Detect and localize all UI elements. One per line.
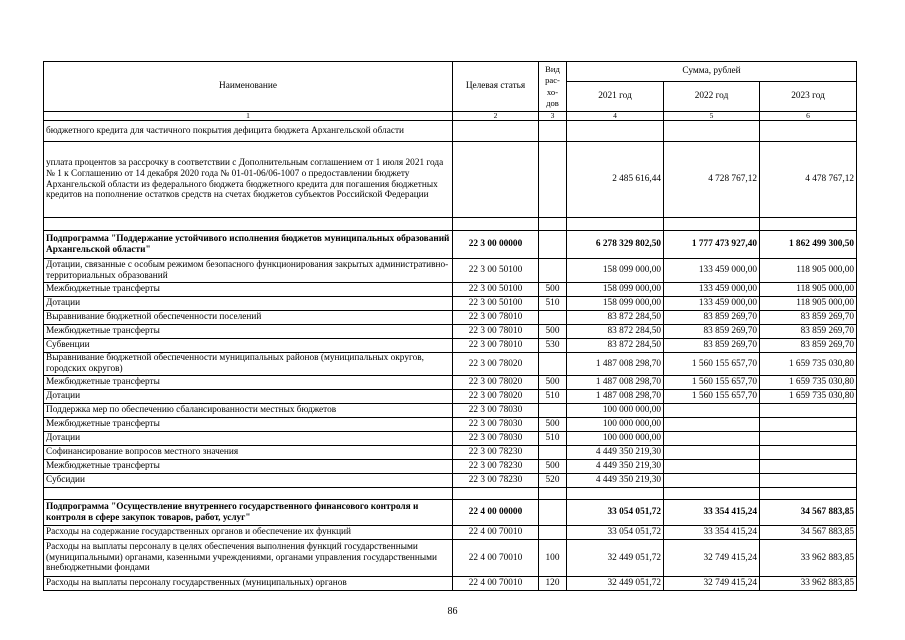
row-code: 22 3 00 78020 [453, 376, 539, 390]
row-value-2021: 158 099 000,00 [567, 297, 664, 311]
row-value-2023: 33 962 883,85 [760, 540, 857, 577]
row-value-2023: 4 478 767,12 [760, 142, 857, 218]
row-value-2021: 1 487 008 298,70 [567, 376, 664, 390]
row-name: Подпрограмма "Поддержание устойчивого исполнения бюджетов муниципальных образований Архангельской области" [44, 231, 453, 259]
row-value-2021: 2 485 616,44 [567, 142, 664, 218]
row-name: Расходы на выплаты персоналу в целях обеспечения выполнения функций государственными (муниципальными) органами, казенными учреждениями, органами управления государственными внебюджетными фондами [44, 540, 453, 577]
row-value-2021: 83 872 284,50 [567, 339, 664, 353]
row-value-2021: 158 099 000,00 [567, 283, 664, 297]
row-type: 520 [539, 474, 567, 488]
row-code: 22 3 00 50100 [453, 297, 539, 311]
row-value-2023: 83 859 269,70 [760, 339, 857, 353]
row-type: 500 [539, 418, 567, 432]
row-code: 22 4 00 70010 [453, 577, 539, 591]
table-row [44, 325, 857, 339]
row-value-2021: 1 487 008 298,70 [567, 390, 664, 404]
row-value-2021: 158 099 000,00 [567, 259, 664, 283]
row-value-2023: 1 659 735 030,80 [760, 376, 857, 390]
header-code: Целевая статья [453, 62, 539, 112]
row-value-2022: 83 859 269,70 [664, 311, 760, 325]
row-type [539, 121, 567, 142]
row-name: Расходы на выплаты персоналу государственных (муниципальных) органов [44, 577, 453, 591]
row-value-2022: 133 459 000,00 [664, 283, 760, 297]
row-code [453, 488, 539, 500]
table-row [44, 474, 857, 488]
row-value-2022: 32 749 415,24 [664, 577, 760, 591]
row-value-2021: 83 872 284,50 [567, 325, 664, 339]
row-type [539, 488, 567, 500]
row-type [539, 311, 567, 325]
row-value-2023: 118 905 000,00 [760, 283, 857, 297]
row-name: Межбюджетные трансферты [44, 325, 453, 339]
row-code [453, 142, 539, 218]
row-name: Субвенции [44, 339, 453, 353]
header-sum: Сумма, рублей [567, 62, 857, 82]
table-row [44, 404, 857, 418]
row-type [539, 142, 567, 218]
column-number-3: 3 [539, 112, 567, 121]
row-value-2022: 1 560 155 657,70 [664, 390, 760, 404]
row-name [44, 218, 453, 231]
row-value-2021 [567, 488, 664, 500]
column-number-6: 6 [760, 112, 857, 121]
row-value-2021: 4 449 350 219,30 [567, 460, 664, 474]
row-code: 22 3 00 78020 [453, 390, 539, 404]
table-row [44, 218, 857, 231]
row-value-2023 [760, 218, 857, 231]
row-value-2022 [664, 404, 760, 418]
table-row [44, 540, 857, 577]
row-value-2021: 4 449 350 219,30 [567, 474, 664, 488]
row-type: 510 [539, 297, 567, 311]
table-row [44, 353, 857, 376]
row-name: Расходы на содержание государственных органов и обеспечение их функций [44, 526, 453, 540]
row-name: Подпрограмма "Осуществление внутреннего государственного финансового контроля и контроля в сфере закупок товаров, работ, услуг" [44, 500, 453, 526]
row-type [539, 500, 567, 526]
row-type: 120 [539, 577, 567, 591]
row-code: 22 4 00 70010 [453, 540, 539, 577]
row-value-2022: 133 459 000,00 [664, 297, 760, 311]
table-row [44, 500, 857, 526]
row-type: 500 [539, 376, 567, 390]
table-row [44, 390, 857, 404]
row-code: 22 3 00 78230 [453, 474, 539, 488]
row-value-2023: 34 567 883,85 [760, 526, 857, 540]
row-value-2023: 1 862 499 300,50 [760, 231, 857, 259]
row-code: 22 3 00 50100 [453, 283, 539, 297]
table-row [44, 446, 857, 460]
row-value-2022 [664, 488, 760, 500]
row-value-2021: 100 000 000,00 [567, 418, 664, 432]
row-name: Субсидии [44, 474, 453, 488]
table-row [44, 526, 857, 540]
row-value-2023 [760, 404, 857, 418]
row-value-2021: 33 054 051,72 [567, 500, 664, 526]
row-name: уплата процентов за рассрочку в соответствии с Дополнительным соглашением от 1 июля 2021 года № 1 к Соглашению от 14 декабря 2020 года № 01-01-06/06-1007 о предоставлении бюджету Архангельской области из федерального бюджета бюджетного кредита для погашения бюджетных кредитов на пополнение остатков средств на счетах бюджетов субъектов Российской Федерации [44, 142, 453, 218]
row-value-2022 [664, 446, 760, 460]
column-number-5: 5 [664, 112, 760, 121]
row-name [44, 488, 453, 500]
row-name: Межбюджетные трансферты [44, 460, 453, 474]
row-type: 500 [539, 460, 567, 474]
row-value-2021: 100 000 000,00 [567, 432, 664, 446]
budget-table [43, 61, 857, 591]
header-type: Вид рас-хо-дов [539, 62, 567, 112]
row-code: 22 3 00 78230 [453, 446, 539, 460]
table-row [44, 142, 857, 218]
row-value-2022 [664, 474, 760, 488]
row-code: 22 4 00 00000 [453, 500, 539, 526]
row-value-2021: 6 278 329 802,50 [567, 231, 664, 259]
row-name: Дотации [44, 390, 453, 404]
row-code: 22 3 00 78010 [453, 339, 539, 353]
column-number-1: 1 [44, 112, 453, 121]
row-value-2023: 83 859 269,70 [760, 311, 857, 325]
row-value-2022: 83 859 269,70 [664, 339, 760, 353]
row-name: Дотации [44, 297, 453, 311]
row-name: Межбюджетные трансферты [44, 376, 453, 390]
row-type [539, 353, 567, 376]
row-type: 500 [539, 283, 567, 297]
row-code: 22 3 00 50100 [453, 259, 539, 283]
table-row [44, 311, 857, 325]
row-name: Межбюджетные трансферты [44, 418, 453, 432]
row-type: 530 [539, 339, 567, 353]
header-year-2023: 2023 год [760, 82, 857, 112]
row-value-2023 [760, 121, 857, 142]
row-code: 22 3 00 78030 [453, 418, 539, 432]
row-value-2021: 32 449 051,72 [567, 577, 664, 591]
row-value-2022: 33 354 415,24 [664, 526, 760, 540]
column-number-2: 2 [453, 112, 539, 121]
row-value-2021: 83 872 284,50 [567, 311, 664, 325]
row-value-2022: 1 560 155 657,70 [664, 353, 760, 376]
table-row [44, 283, 857, 297]
table-row [44, 259, 857, 283]
row-type: 510 [539, 390, 567, 404]
row-name: Выравнивание бюджетной обеспеченности поселений [44, 311, 453, 325]
row-value-2022 [664, 418, 760, 432]
table-row [44, 432, 857, 446]
table-row [44, 231, 857, 259]
row-value-2023: 1 659 735 030,80 [760, 353, 857, 376]
row-code: 22 4 00 70010 [453, 526, 539, 540]
row-code: 22 3 00 78030 [453, 432, 539, 446]
row-name: Дотации [44, 432, 453, 446]
row-value-2021: 33 054 051,72 [567, 526, 664, 540]
row-type: 100 [539, 540, 567, 577]
row-value-2022: 4 728 767,12 [664, 142, 760, 218]
row-type [539, 526, 567, 540]
table-row [44, 376, 857, 390]
row-value-2022: 133 459 000,00 [664, 259, 760, 283]
row-value-2023 [760, 460, 857, 474]
table-row [44, 577, 857, 591]
row-name: бюджетного кредита для частичного покрытия дефицита бюджета Архангельской области [44, 121, 453, 142]
table-row [44, 339, 857, 353]
row-value-2023 [760, 432, 857, 446]
row-value-2023 [760, 474, 857, 488]
row-value-2021 [567, 218, 664, 231]
row-name: Выравнивание бюджетной обеспеченности муниципальных районов (муниципальных округов, городских округов) [44, 353, 453, 376]
row-type [539, 231, 567, 259]
row-value-2021: 100 000 000,00 [567, 404, 664, 418]
table-row [44, 418, 857, 432]
row-code: 22 3 00 78010 [453, 311, 539, 325]
column-number-4: 4 [567, 112, 664, 121]
row-code: 22 3 00 00000 [453, 231, 539, 259]
row-value-2022 [664, 432, 760, 446]
row-code [453, 218, 539, 231]
row-value-2022 [664, 121, 760, 142]
row-name: Дотации, связанные с особым режимом безопасного функционирования закрытых административно-территориальных образований [44, 259, 453, 283]
row-value-2023 [760, 446, 857, 460]
row-value-2023 [760, 488, 857, 500]
header-name: Наименование [44, 62, 453, 112]
row-value-2023 [760, 418, 857, 432]
row-value-2022: 1 777 473 927,40 [664, 231, 760, 259]
row-value-2022: 83 859 269,70 [664, 325, 760, 339]
row-value-2023: 118 905 000,00 [760, 259, 857, 283]
header-year-2021: 2021 год [567, 82, 664, 112]
row-value-2023: 33 962 883,85 [760, 577, 857, 591]
row-name: Межбюджетные трансферты [44, 283, 453, 297]
row-code: 22 3 00 78230 [453, 460, 539, 474]
row-code [453, 121, 539, 142]
row-value-2023: 118 905 000,00 [760, 297, 857, 311]
row-type [539, 404, 567, 418]
row-value-2021: 4 449 350 219,30 [567, 446, 664, 460]
row-value-2022: 1 560 155 657,70 [664, 376, 760, 390]
row-code: 22 3 00 78030 [453, 404, 539, 418]
table-row [44, 297, 857, 311]
row-value-2022: 32 749 415,24 [664, 540, 760, 577]
page-number: 86 [447, 606, 458, 617]
row-value-2021: 32 449 051,72 [567, 540, 664, 577]
row-type [539, 259, 567, 283]
row-value-2023: 83 859 269,70 [760, 325, 857, 339]
row-value-2021: 1 487 008 298,70 [567, 353, 664, 376]
header-year-2022: 2022 год [664, 82, 760, 112]
row-type [539, 446, 567, 460]
row-value-2022: 33 354 415,24 [664, 500, 760, 526]
table-row [44, 460, 857, 474]
row-name: Софинансирование вопросов местного значения [44, 446, 453, 460]
row-value-2023: 34 567 883,85 [760, 500, 857, 526]
row-value-2022 [664, 460, 760, 474]
table-row [44, 121, 857, 142]
row-type [539, 218, 567, 231]
row-code: 22 3 00 78020 [453, 353, 539, 376]
row-value-2021 [567, 121, 664, 142]
row-name: Поддержка мер по обеспечению сбалансированности местных бюджетов [44, 404, 453, 418]
row-type: 500 [539, 325, 567, 339]
row-code: 22 3 00 78010 [453, 325, 539, 339]
table-row [44, 488, 857, 500]
row-value-2022 [664, 218, 760, 231]
row-value-2023: 1 659 735 030,80 [760, 390, 857, 404]
row-type: 510 [539, 432, 567, 446]
